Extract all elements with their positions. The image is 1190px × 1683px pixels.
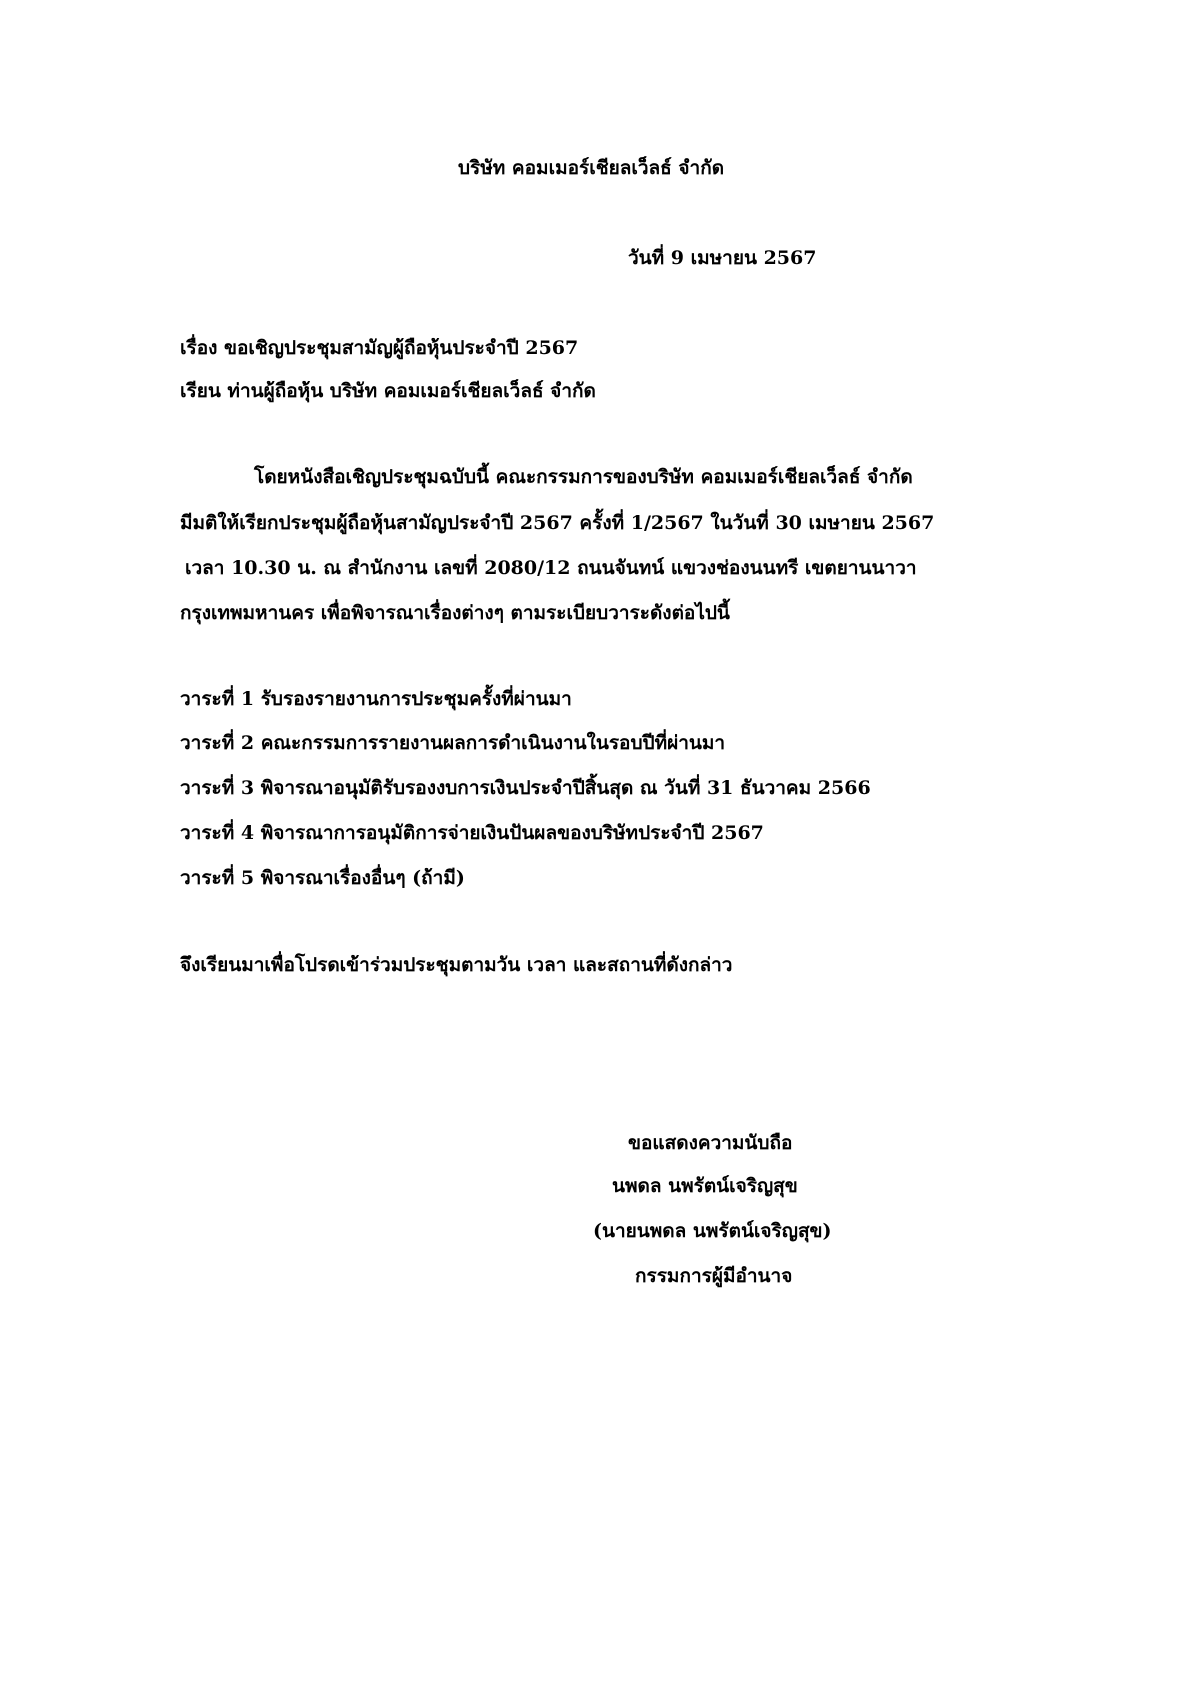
letter-addressee: เรียน ท่านผู้ถือหุ้น บริษัท คอมเมอร์เชียลเว็ลธ์ จำกัด <box>180 380 596 402</box>
body-paragraph-line: โดยหนังสือเชิญประชุมฉบับนี้ คณะกรรมการของบริษัท คอมเมอร์เชียลเว็ลธ์ จำกัด <box>254 466 913 488</box>
body-paragraph-line: มีมติให้เรียกประชุมผู้ถือหุ้นสามัญประจำปี 2567 ครั้งที่ 1/2567 ในวันที่ 30 เมษายน 2567 <box>180 512 935 534</box>
signature-regards: ขอแสดงความนับถือ <box>628 1132 793 1154</box>
company-name: บริษัท คอมเมอร์เชียลเว็ลธ์ จำกัด <box>458 157 725 179</box>
agenda-item-5: วาระที่ 5 พิจารณาเรื่องอื่นๆ (ถ้ามี) <box>180 867 465 889</box>
letter-subject: เรื่อง ขอเชิญประชุมสามัญผู้ถือหุ้นประจำปี 2567 <box>180 337 579 359</box>
body-paragraph-line: เวลา 10.30 น. ณ สำนักงาน เลขที่ 2080/12 ถนนจันทน์ แขวงช่องนนทรี เขตยานนาวา <box>185 557 917 579</box>
body-paragraph-line: กรุงเทพมหานคร เพื่อพิจารณาเรื่องต่างๆ ตามระเบียบวาระดังต่อไปนี้ <box>180 602 730 624</box>
agenda-item-3: วาระที่ 3 พิจารณาอนุมัติรับรองงบการเงินประจำปีสิ้นสุด ณ วันที่ 31 ธันวาคม 2566 <box>180 777 871 799</box>
agenda-item-2: วาระที่ 2 คณะกรรมการรายงานผลการดำเนินงานในรอบปีที่ผ่านมา <box>180 732 726 754</box>
signature-position: กรรมการผู้มีอำนาจ <box>635 1265 793 1287</box>
agenda-item-4: วาระที่ 4 พิจารณาการอนุมัติการจ่ายเงินปันผลของบริษัทประจำปี 2567 <box>180 822 764 844</box>
signature-name: นพดล นพรัตน์เจริญสุข <box>612 1175 798 1197</box>
agenda-item-1: วาระที่ 1 รับรองรายงานการประชุมครั้งที่ผ่านมา <box>180 688 572 710</box>
signature-full-name: (นายนพดล นพรัตน์เจริญสุข) <box>593 1220 832 1242</box>
letter-date: วันที่ 9 เมษายน 2567 <box>628 247 817 269</box>
closing-sentence: จึงเรียนมาเพื่อโปรดเข้าร่วมประชุมตามวัน เวลา และสถานที่ดังกล่าว <box>180 954 733 976</box>
